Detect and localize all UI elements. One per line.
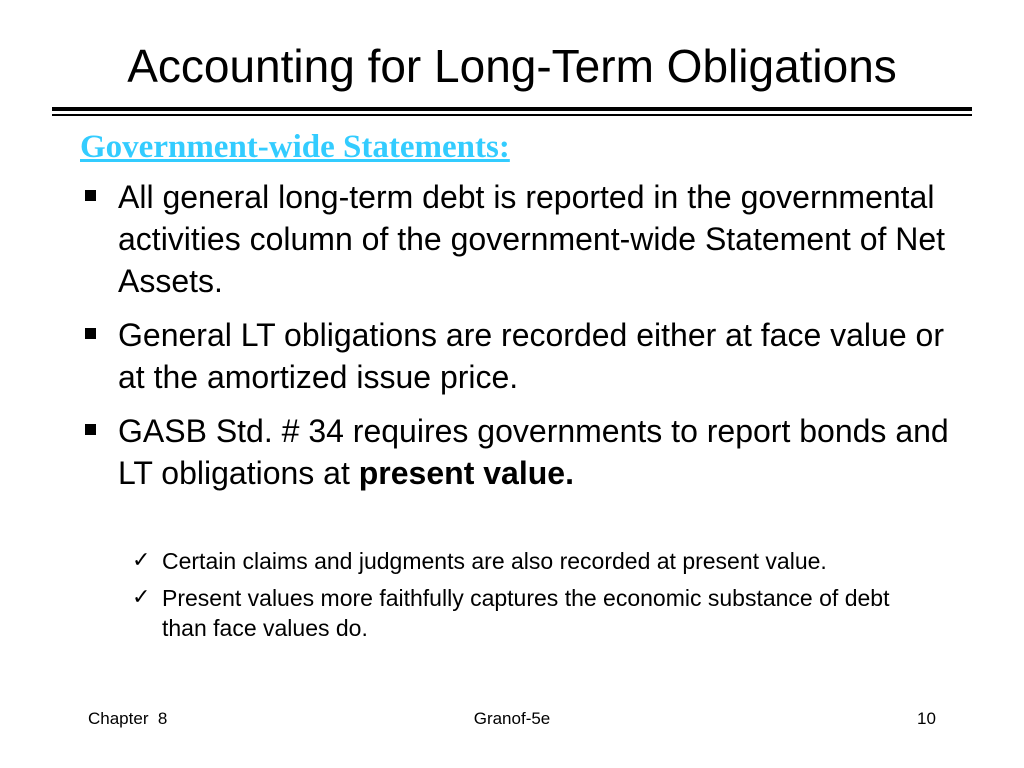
footer-book: Granof-5e <box>473 709 551 728</box>
sub-bullet-item <box>132 546 922 576</box>
sub-bullet-item <box>132 583 922 643</box>
bullet-text: All general long-term debt is reported in the governmental activities column of the government-wide Statement of Net Assets. <box>118 179 946 299</box>
section-heading: Government-wide Statements: <box>80 129 510 165</box>
square-bullet-icon <box>85 424 96 435</box>
bullet-emphasis: present value. <box>358 455 574 491</box>
bullet-item <box>82 314 962 398</box>
bullet-list <box>82 176 962 506</box>
title-divider-thick <box>52 107 972 111</box>
footer-page-number: 10 <box>917 709 936 728</box>
sub-bullet-list <box>132 546 922 650</box>
bullet-item <box>82 176 962 302</box>
check-mark-icon: ✓ <box>132 585 151 610</box>
footer-chapter: Chapter 8 <box>88 709 168 728</box>
square-bullet-icon <box>85 328 96 339</box>
sub-bullet-text: Present values more faithfully captures the economic substance of debt than face values do. <box>162 585 890 641</box>
square-bullet-icon <box>85 190 96 201</box>
bullet-item <box>82 410 962 494</box>
bullet-text: General LT obligations are recorded either at face value or at the amortized issue price. <box>118 317 944 395</box>
sub-bullet-text: Certain claims and judgments are also recorded at present value. <box>162 548 827 574</box>
title-divider-thin <box>52 114 972 116</box>
check-mark-icon: ✓ <box>132 548 151 573</box>
slide-title: Accounting for Long-Term Obligations <box>127 40 897 92</box>
bullet-text: GASB Std. # 34 requires governments to report bonds and LT obligations at <box>118 413 949 491</box>
